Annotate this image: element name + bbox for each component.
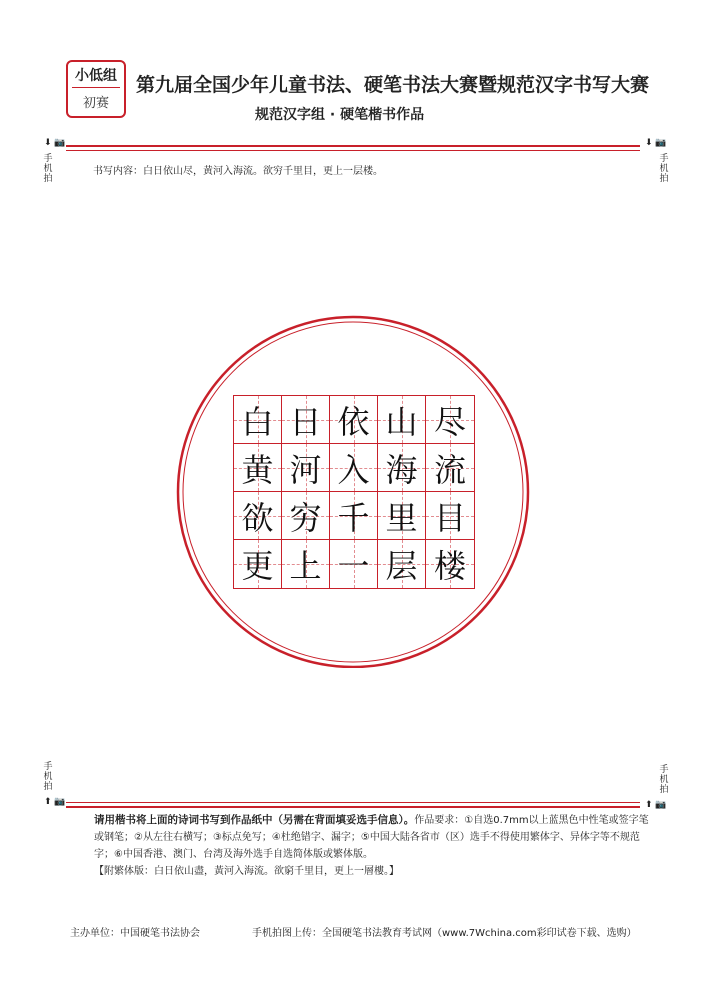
grid-char: 一 [337,547,370,585]
grid-char: 依 [337,402,370,441]
grid-cell [330,396,378,444]
grid-char: 楼 [433,547,466,585]
top-rule-1 [66,145,640,147]
grid-char: 穷 [289,498,322,537]
group-badge [66,60,126,118]
side-char: 机 [659,775,669,785]
side-char: 拍 [43,782,53,792]
side-char: 手 [43,762,53,772]
side-char: 机 [659,164,669,174]
grid-char: 目 [433,498,466,537]
side-label-bottom-right [659,765,669,795]
grid-char: 流 [433,450,466,489]
grid-cell [282,492,330,540]
side-char: 机 [43,772,53,782]
grid-char: 里 [385,498,418,537]
footer-upload: 手机拍图上传：全国硬笔书法教育考试网（www.7Wchina.com彩印试卷下载、选购） [252,928,637,939]
badge-divider [72,87,120,88]
writing-content-text: 白日依山尽，黄河入海流。欲穷千里目，更上一层楼。 [143,166,383,177]
grid-cell [378,396,426,444]
grid-char: 黄 [241,450,274,489]
grid-char: 欲 [241,498,274,537]
bottom-rule-1 [66,802,640,803]
side-label-top-left [43,154,53,184]
footer-organizer: 主办单位：中国硬笔书法协会 [70,928,200,939]
grid-cell [282,444,330,492]
grid-cell [330,540,378,588]
grid-char: 山 [385,402,418,441]
side-char: 手 [43,154,53,164]
page-subtitle: 规范汉字组 · 硬笔楷书作品 [255,107,425,123]
grid-cell [378,540,426,588]
grid-cell [378,444,426,492]
side-char: 拍 [659,174,669,184]
grid-cell [234,444,282,492]
grid-char: 日 [289,402,322,441]
character-grid [234,396,474,588]
badge-group-label: 小低组 [75,68,117,84]
side-char: 机 [43,164,53,174]
grid-cell [426,540,474,588]
camera-icon-bottom-left: ⬆ 📷 [44,797,66,807]
grid-cell [426,444,474,492]
grid-cell [330,444,378,492]
side-char: 手 [659,765,669,775]
grid-char: 尽 [433,402,466,441]
camera-icon-top-left: ⬇ 📷 [44,138,66,148]
side-char: 拍 [43,174,53,184]
bottom-rule-2 [66,806,640,808]
camera-icon-top-right: ⬇ 📷 [645,138,667,148]
grid-cell [378,492,426,540]
side-char: 拍 [659,785,669,795]
grid-char: 上 [289,547,322,585]
grid-cell [426,396,474,444]
page-title: 第九届全国少年儿童书法、硬笔书法大赛暨规范汉字书写大赛 [136,74,650,96]
grid-cell [234,492,282,540]
grid-char: 层 [385,547,418,585]
grid-cell [426,492,474,540]
grid-char: 更 [241,547,274,585]
grid-char: 千 [337,498,370,537]
side-label-bottom-left [43,762,53,792]
grid-char: 河 [289,450,322,489]
grid-char: 入 [337,450,370,489]
grid-cell [234,540,282,588]
requirements [94,812,654,880]
requirements-body: 作品要求：①自选0.7mm以上蓝黑色中性笔或签字笔或钢笔；②从左往右横写；③标点免写；④杜绝错字、漏字；⑤中国大陆各省市（区）选手不得使用繁体字、异体字等不规范字；⑥中国香港、澳门、台湾及海外选手自选简体版或繁体版。 [94,815,649,860]
side-char: 手 [659,154,669,164]
requirements-lead: 请用楷书将上面的诗词书写到作品纸中（另需在背面填妥选手信息）。 [94,814,415,826]
requirements-traditional: 【附繁体版：白日依山盡，黃河入海流。欲窮千里目，更上一層樓。】 [94,866,399,877]
grid-char: 白 [241,402,274,441]
side-label-top-right [659,154,669,184]
grid-cell [282,396,330,444]
badge-stage-label: 初赛 [82,96,109,111]
grid-cell [234,396,282,444]
top-rule-2 [66,150,640,151]
grid-cell [282,540,330,588]
grid-cell [330,492,378,540]
writing-content-label: 书写内容： [93,166,143,177]
writing-content [93,162,383,177]
camera-icon-bottom-right: ⬆ 📷 [645,800,667,810]
grid-char: 海 [385,450,418,489]
